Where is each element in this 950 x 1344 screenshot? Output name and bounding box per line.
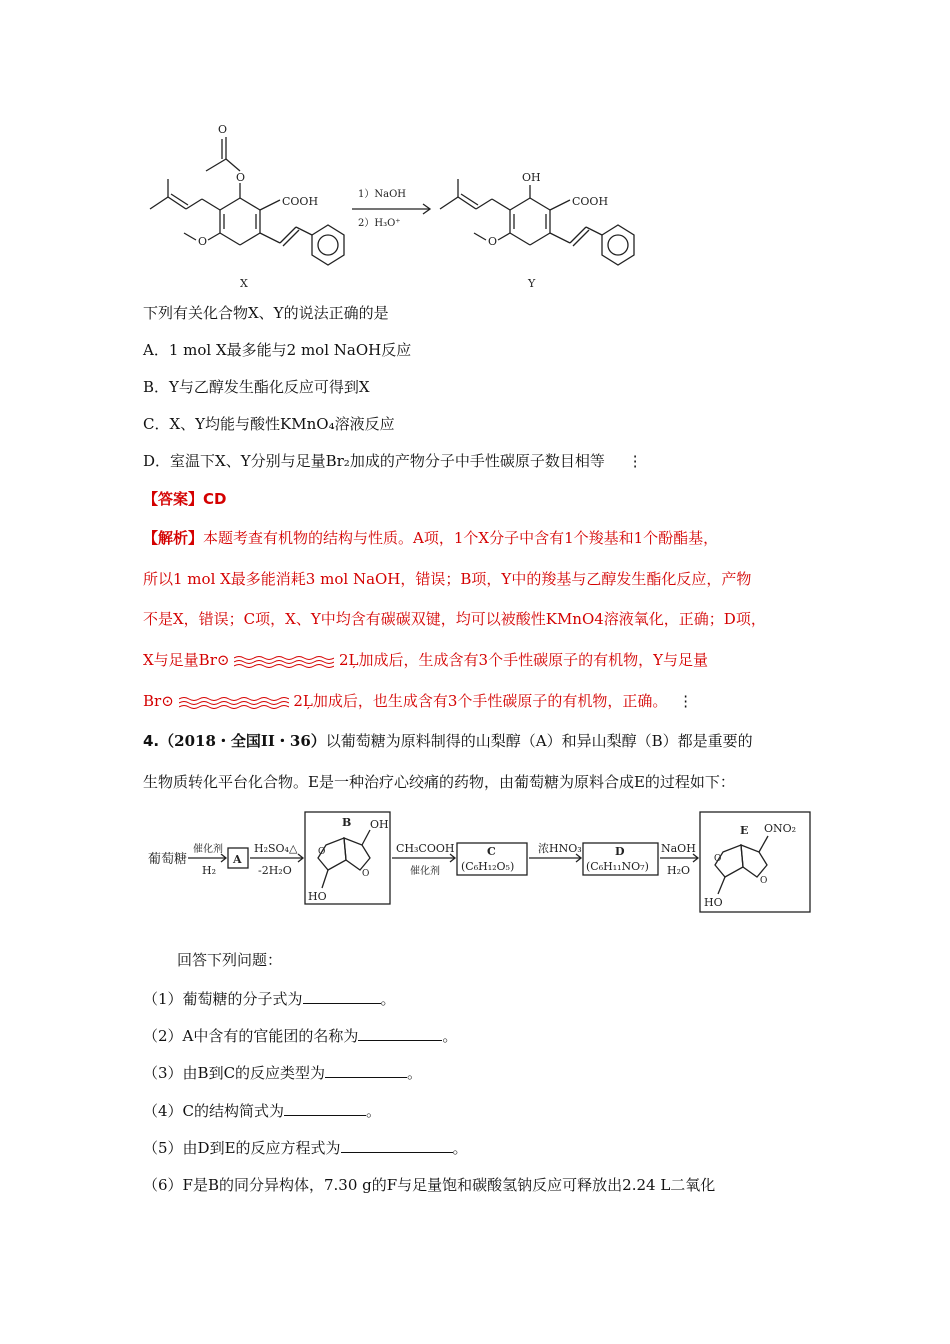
y-bond: [498, 233, 510, 240]
question-item-1: [143, 989, 396, 1009]
d-formula: (C₆H₁₁NO₇): [586, 860, 649, 873]
compound-y-label: Y: [528, 277, 536, 290]
question-item-text: （3）由B到C的反应类型为: [143, 1064, 326, 1082]
question-item-5: [143, 1138, 468, 1158]
b-ring: [344, 838, 370, 870]
y-phenyl-ring: [602, 225, 634, 265]
y-bond: [474, 233, 486, 240]
question-item-end: 。: [452, 1139, 468, 1157]
question-item-end: 。: [380, 990, 396, 1008]
questions-intro: 回答下列问题：: [177, 951, 283, 969]
analysis-line-1: [143, 528, 718, 548]
box-a-label: A: [233, 853, 242, 866]
answer-label: 【答案】: [143, 490, 204, 508]
e-bond: [759, 836, 768, 852]
y-oh-label: OH: [522, 171, 541, 184]
question-item-text: （1）葡萄糖的分子式为: [143, 990, 303, 1008]
y-bond: [510, 233, 530, 245]
answer-blank[interactable]: [284, 1101, 366, 1116]
question-stem: 下列有关化合物X、Y的说法正确的是: [143, 304, 389, 322]
step5-bottom: H₂O: [667, 864, 691, 877]
compound-x-label: X: [240, 277, 248, 290]
step5-top: NaOH: [661, 842, 696, 855]
question-item-3: [143, 1063, 422, 1083]
x-bond: [260, 233, 280, 243]
question4-line-1: [143, 731, 753, 751]
x-bond: [171, 194, 188, 205]
y-bond: [530, 198, 550, 210]
y-bond: [461, 194, 478, 205]
e-ho: HO: [704, 896, 723, 909]
b-bond: [362, 830, 370, 845]
e-ring: [741, 845, 767, 877]
step3-bottom: 催化剂: [410, 866, 440, 877]
e-ring-o: O: [714, 854, 722, 864]
arrow-condition-1: 1）NaOH: [358, 189, 406, 200]
answer-blank[interactable]: [325, 1063, 407, 1078]
option-d-text: D．室温下X、Y分别与足量Br₂加成的产物分子中手性碳原子数目相等: [143, 452, 605, 470]
analysis-line-4: [143, 650, 708, 670]
x-bond: [184, 233, 196, 240]
analysis-text-1: 本题考查有机物的结构与性质。A项，1个X分子中含有1个羧基和1个酚酯基，: [203, 529, 719, 547]
step1-top: 催化剂: [193, 844, 223, 855]
b-bond: [322, 870, 328, 888]
x-phenyl-ring: [312, 225, 344, 265]
x-bond: [220, 198, 240, 210]
analysis-dots: ⋮: [678, 692, 694, 710]
analysis-line-5: [143, 691, 693, 711]
question-item-text: （4）C的结构简式为: [143, 1102, 285, 1120]
y-phenyl-ring: [608, 235, 628, 255]
answer-line: [143, 489, 226, 509]
x-bond: [206, 159, 226, 171]
question4-number: 4.: [143, 732, 160, 750]
question-item-text: （2）A中含有的官能团的名称为: [143, 1027, 359, 1045]
x-bond: [186, 199, 202, 209]
analysis-text-5b: 2Ļ加成后，也生成含有3个手性碳原子的有机物，正确。: [293, 692, 668, 710]
e-bond: [718, 877, 725, 894]
e-ono2: ONO₂: [764, 822, 797, 835]
x-methoxy-o: O: [198, 235, 208, 248]
x-ester-o: O: [236, 171, 246, 184]
y-bond: [458, 197, 476, 209]
question-item-end: 。: [366, 1102, 382, 1120]
option-c: C．X、Y均能与酸性KMnO₄溶液反应: [143, 415, 395, 433]
analysis-line-2: 所以1 mol X最多能消耗3 mol NaOH，错误；B项，Y中的羧基与乙醇发生酯化反应，产物: [143, 570, 752, 588]
analysis-label: 【解析】: [143, 529, 204, 547]
b-oh: OH: [370, 818, 389, 831]
c-label: C: [487, 845, 496, 858]
y-methoxy-o: O: [488, 235, 498, 248]
question4-line-2: 生物质转化平台化合物。E是一种治疗心绞痛的药物，由葡萄糖为原料合成E的过程如下：: [143, 773, 735, 791]
x-phenyl-ring: [318, 235, 338, 255]
analysis-text-5a: Br⊙: [143, 692, 174, 710]
option-d-dots: ⋮: [627, 452, 643, 470]
step2-bottom: -2H₂O: [258, 864, 292, 877]
answer-value: CD: [203, 490, 227, 508]
y-bond: [440, 197, 458, 209]
x-bond: [150, 197, 168, 209]
x-bond: [240, 233, 260, 245]
b-ho: HO: [308, 890, 327, 903]
x-bond: [220, 233, 240, 245]
y-bond: [550, 233, 570, 243]
y-cooh-label: COOH: [572, 195, 609, 208]
y-bond: [530, 233, 550, 245]
answer-blank[interactable]: [358, 1026, 442, 1041]
step4-top: 浓HNO₃: [538, 842, 582, 855]
step1-bottom: H₂: [202, 864, 217, 877]
analysis-text-4a: X与足量Br⊙: [143, 651, 230, 669]
question-item-2: [143, 1026, 457, 1046]
b-ring-o: O: [362, 869, 370, 879]
x-bond: [202, 199, 220, 210]
question4-text-1: 以葡萄糖为原料制得的山梨醇（A）和异山梨醇（B）都是重要的: [325, 732, 753, 750]
option-d: [143, 451, 643, 471]
analysis-line-3: 不是X，错误；C项，X、Y中均含有碳碳双键，均可以被酸性KMnO4溶液氧化，正确；D项，: [143, 610, 766, 628]
e-label: E: [740, 824, 749, 837]
b-label: B: [342, 816, 352, 829]
x-bond: [168, 197, 186, 209]
option-b: B．Y与乙醇发生酯化反应可得到X: [143, 378, 370, 396]
x-bond: [208, 233, 220, 240]
answer-blank[interactable]: [341, 1138, 453, 1153]
x-cooh-label: COOH: [282, 195, 319, 208]
option-a: A．1 mol X最多能与2 mol NaOH反应: [143, 341, 412, 359]
e-ring-o: O: [760, 876, 768, 886]
question-item-4: [143, 1101, 381, 1121]
step3-top: CH₃COOH: [396, 842, 455, 855]
answer-blank[interactable]: [303, 989, 381, 1004]
y-bond: [510, 198, 530, 210]
y-bond: [492, 199, 510, 210]
scheme-start: 葡萄糖: [148, 852, 188, 867]
question4-source: （2018・全国II・36）: [159, 732, 326, 750]
b-ring-o: O: [318, 847, 326, 857]
question-item-text: （5）由D到E的反应方程式为: [143, 1139, 341, 1157]
arrow-condition-2: 2）H₃O⁺: [358, 218, 401, 229]
x-bond: [260, 200, 280, 210]
d-label: D: [615, 845, 625, 858]
x-bond: [240, 198, 260, 210]
squiggle-mark: [179, 695, 289, 709]
synthesis-scheme: [148, 810, 818, 920]
question-item-end: 。: [407, 1064, 423, 1082]
x-bond: [226, 159, 240, 171]
question-item-end: 。: [442, 1027, 458, 1045]
question-item-6: （6）F是B的同分异构体，7.30 g的F与足量饱和碳酸氢钠反应可释放出2.24 L二氧化: [143, 1176, 716, 1194]
x-carbonyl-o: O: [218, 123, 228, 136]
y-bond: [476, 199, 492, 209]
squiggle-mark: [234, 654, 334, 668]
analysis-text-4b: 2Ļ加成后，生成含有3个手性碳原子的有机物，Y与足量: [339, 651, 708, 669]
c-formula: (C₆H₁₂O₅): [461, 860, 515, 873]
step2-top: H₂SO₄△: [254, 842, 298, 855]
y-bond: [550, 200, 570, 210]
reaction-figure-x-to-y: [140, 115, 640, 295]
